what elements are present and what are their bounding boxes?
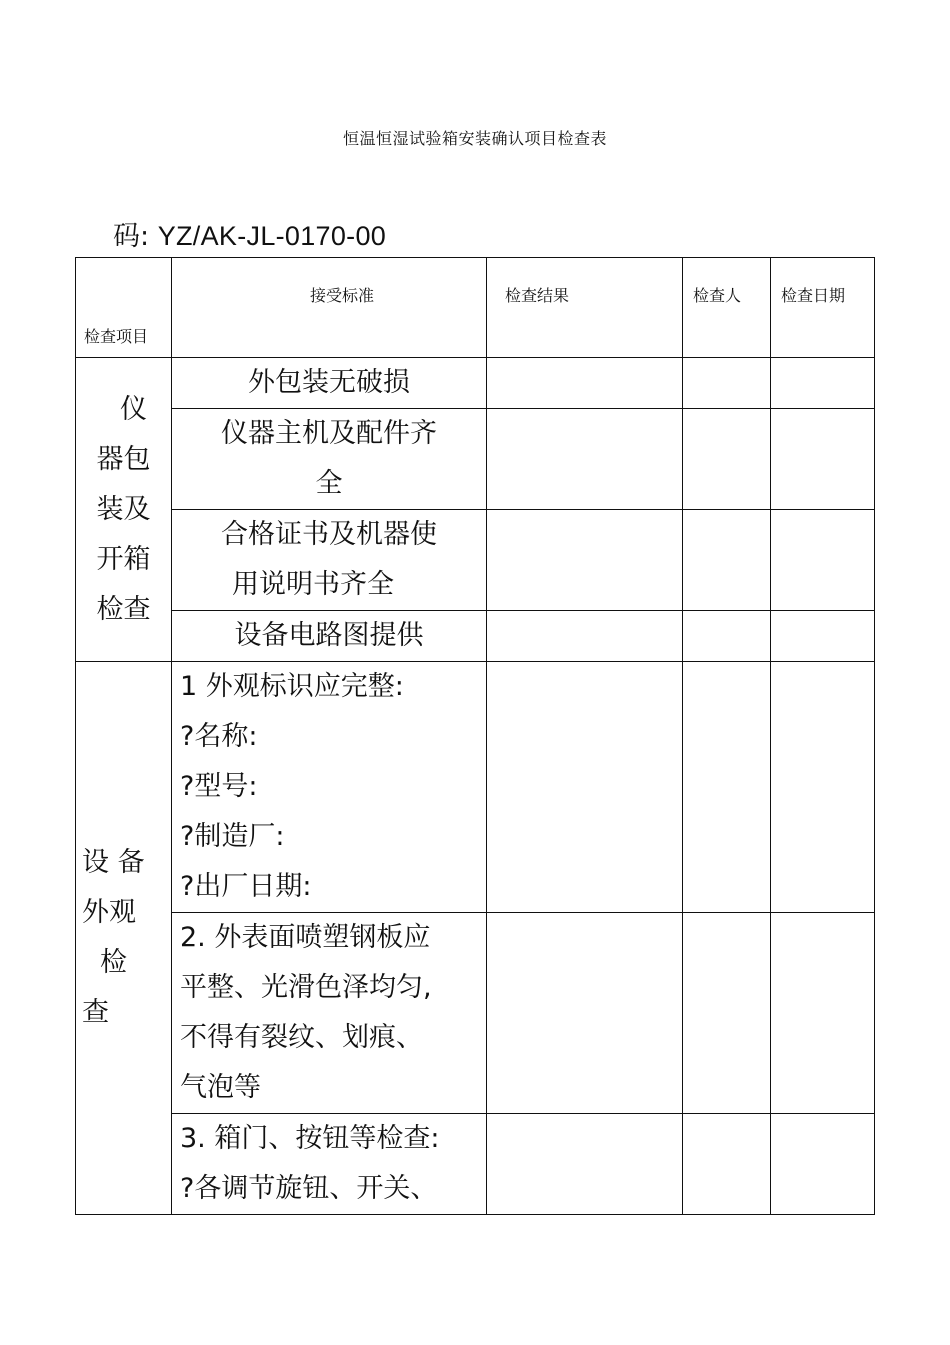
category-line: 仪 [120, 393, 147, 425]
category-line: 外观 [82, 897, 136, 928]
table-row [76, 1114, 875, 1215]
standard-line: 用说明书齐全 [232, 569, 394, 600]
header-standard: 接受标准 [172, 258, 487, 358]
standard-line: 1 外观标识应完整: [180, 671, 404, 702]
standard-line: 2. 外表面喷塑钢板应 [180, 922, 431, 953]
date-cell [771, 1114, 875, 1215]
standard-line: 外包装无破损 [248, 367, 410, 398]
standard-cell [172, 662, 487, 913]
inspector-cell [683, 358, 771, 409]
date-cell [771, 510, 875, 611]
category-line: 检查 [96, 593, 151, 625]
result-cell [487, 611, 683, 662]
date-cell [771, 409, 875, 510]
inspector-cell [683, 913, 771, 1114]
category-packaging [76, 358, 172, 662]
result-cell [487, 1114, 683, 1215]
date-cell [771, 611, 875, 662]
table-row [76, 409, 875, 510]
standard-line: 不得有裂纹、划痕、 [180, 1022, 423, 1053]
header-item: 检查项目 [76, 258, 172, 358]
header-row [76, 258, 875, 358]
category-line: 设 备 [82, 847, 145, 878]
table-row [76, 358, 875, 409]
table-row [76, 662, 875, 913]
standard-line: 设备电路图提供 [234, 620, 424, 651]
standard-cell [172, 913, 487, 1114]
category-line: 装及 [96, 493, 151, 525]
standard-cell [172, 409, 487, 510]
header-result: 检查结果 [487, 258, 683, 358]
standard-line: ?型号: [180, 771, 258, 802]
code-value: YZ/AK-JL-0170-00 [157, 221, 387, 251]
table-row [76, 611, 875, 662]
standard-cell [172, 510, 487, 611]
date-cell [771, 358, 875, 409]
category-line: 开箱 [96, 543, 151, 575]
standard-cell [172, 358, 487, 409]
standard-line: 仪器主机及配件齐 [221, 418, 437, 449]
inspector-cell [683, 1114, 771, 1215]
inspector-cell [683, 510, 771, 611]
standard-line: 全 [315, 468, 343, 499]
code-label: 码: [113, 221, 150, 252]
category-line: 检 [100, 947, 127, 978]
result-cell [487, 510, 683, 611]
inspector-cell [683, 409, 771, 510]
standard-line: 气泡等 [180, 1072, 261, 1103]
date-cell [771, 662, 875, 913]
standard-cell [172, 611, 487, 662]
result-cell [487, 358, 683, 409]
standard-line: ?出厂日期: [180, 871, 312, 902]
result-cell [487, 662, 683, 913]
category-line: 查 [82, 997, 109, 1028]
standard-line: ?各调节旋钮、开关、 [180, 1173, 438, 1204]
standard-cell [172, 1114, 487, 1215]
header-inspector: 检查人 [683, 258, 771, 358]
header-date: 检查日期 [771, 258, 875, 358]
inspector-cell [683, 662, 771, 913]
table-row [76, 510, 875, 611]
standard-line: ?制造厂: [180, 821, 285, 852]
table-row [76, 913, 875, 1114]
date-cell [771, 913, 875, 1114]
category-appearance [76, 662, 172, 1215]
result-cell [487, 409, 683, 510]
inspection-table [75, 257, 875, 1215]
result-cell [487, 913, 683, 1114]
category-line: 器包 [96, 443, 151, 475]
standard-line: 3. 箱门、按钮等检查: [180, 1123, 440, 1154]
standard-line: ?名称: [180, 721, 258, 752]
standard-line: 合格证书及机器使 [221, 519, 437, 550]
standard-line: 平整、光滑色泽均匀, [180, 972, 432, 1003]
page-title: 恒温恒湿试验箱安装确认项目检查表 [342, 129, 607, 148]
inspector-cell [683, 611, 771, 662]
document-code [113, 214, 386, 253]
